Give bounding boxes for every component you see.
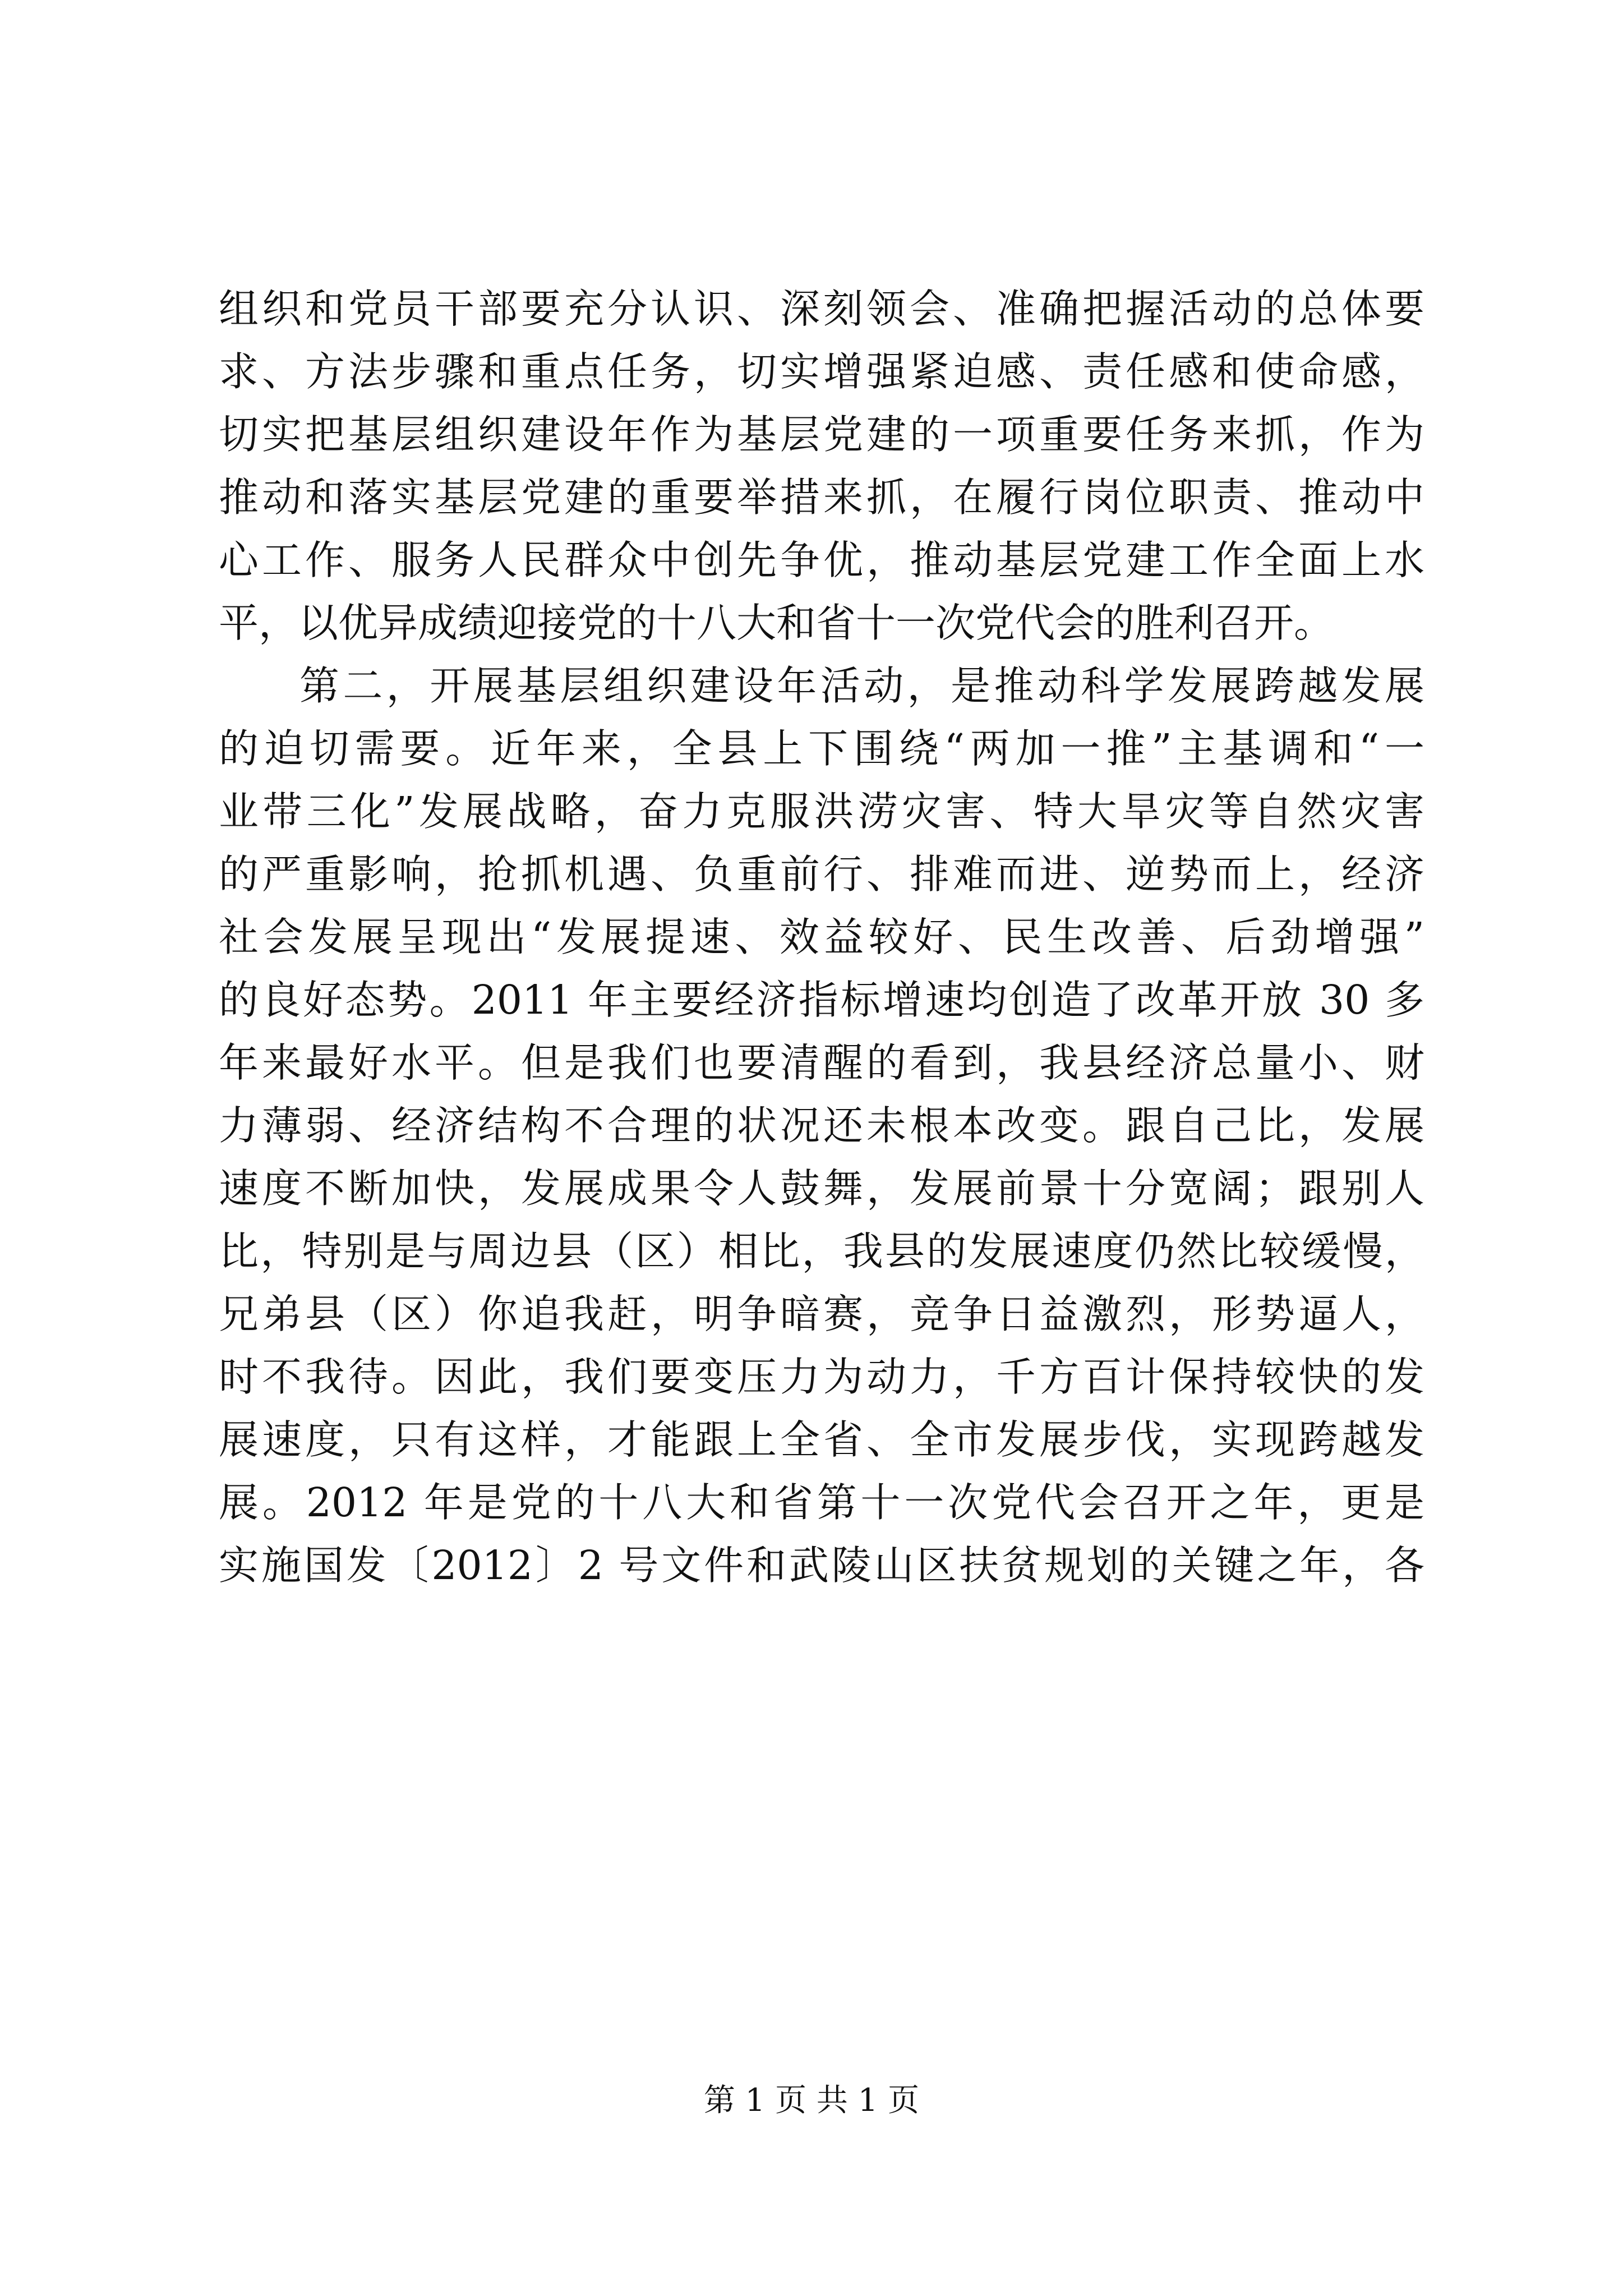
text-line-17: 兄弟县（区）你追我赶，明争暗赛，竞争日益激烈，形势逼人， (219, 1291, 1424, 1337)
text-line-21: 实施国发〔2012〕2 号文件和武陵山区扶贫规划的关键之年，各 (219, 1542, 1424, 1589)
text-line-14: 力薄弱、经济结构不合理的状况还未根本改变。跟自己比，发展 (219, 1102, 1424, 1149)
text-line-2: 求、方法步骤和重点任务，切实增强紧迫感、责任感和使命感， (219, 348, 1424, 395)
text-line-6: 平，以优异成绩迎接党的十八大和省十一次党代会的胜利召开。 (219, 600, 1334, 646)
text-line-13: 年来最好水平。但是我们也要清醒的看到，我县经济总量小、财 (219, 1039, 1424, 1086)
text-line-5: 心工作、服务人民群众中创先争优，推动基层党建工作全面上水 (219, 537, 1424, 583)
text-line-12: 的良好态势。2011 年主要经济指标增速均创造了改革开放 30 多 (219, 977, 1424, 1023)
document-body (219, 278, 1424, 1597)
text-line-18: 时不我待。因此，我们要变压力为动力，千方百计保持较快的发 (219, 1354, 1424, 1400)
text-line-4: 推动和落实基层党建的重要举措来抓，在履行岗位职责、推动中 (219, 474, 1424, 521)
page-footer: 第 1 页 共 1 页 (703, 2082, 920, 2119)
text-line-1: 组织和党员干部要充分认识、深刻领会、准确把握活动的总体要 (219, 286, 1424, 332)
text-line-9: 业带三化”发展战略，奋力克服洪涝灾害、特大旱灾等自然灾害 (219, 788, 1424, 835)
text-line-16: 比，特别是与周边县（区）相比，我县的发展速度仍然比较缓慢， (219, 1228, 1424, 1274)
text-line-11: 社会发展呈现出“发展提速、效益较好、民生改善、后劲增强” (219, 914, 1424, 960)
text-line-19: 展速度，只有这样，才能跟上全省、全市发展步伐，实现跨越发 (219, 1416, 1424, 1463)
text-line-15: 速度不断加快，发展成果令人鼓舞，发展前景十分宽阔；跟别人 (219, 1165, 1424, 1212)
text-line-3: 切实把基层组织建设年作为基层党建的一项重要任务来抓，作为 (219, 411, 1424, 458)
text-line-10: 的严重影响，抢抓机遇、负重前行、排难而进、逆势而上，经济 (219, 851, 1424, 898)
text-line-7: 第二，开展基层组织建设年活动，是推动科学发展跨越发展 (299, 662, 1424, 709)
text-line-8: 的迫切需要。近年来，全县上下围绕“两加一推”主基调和“一 (219, 725, 1424, 772)
text-line-20: 展。2012 年是党的十八大和省第十一次党代会召开之年，更是 (219, 1479, 1424, 1526)
